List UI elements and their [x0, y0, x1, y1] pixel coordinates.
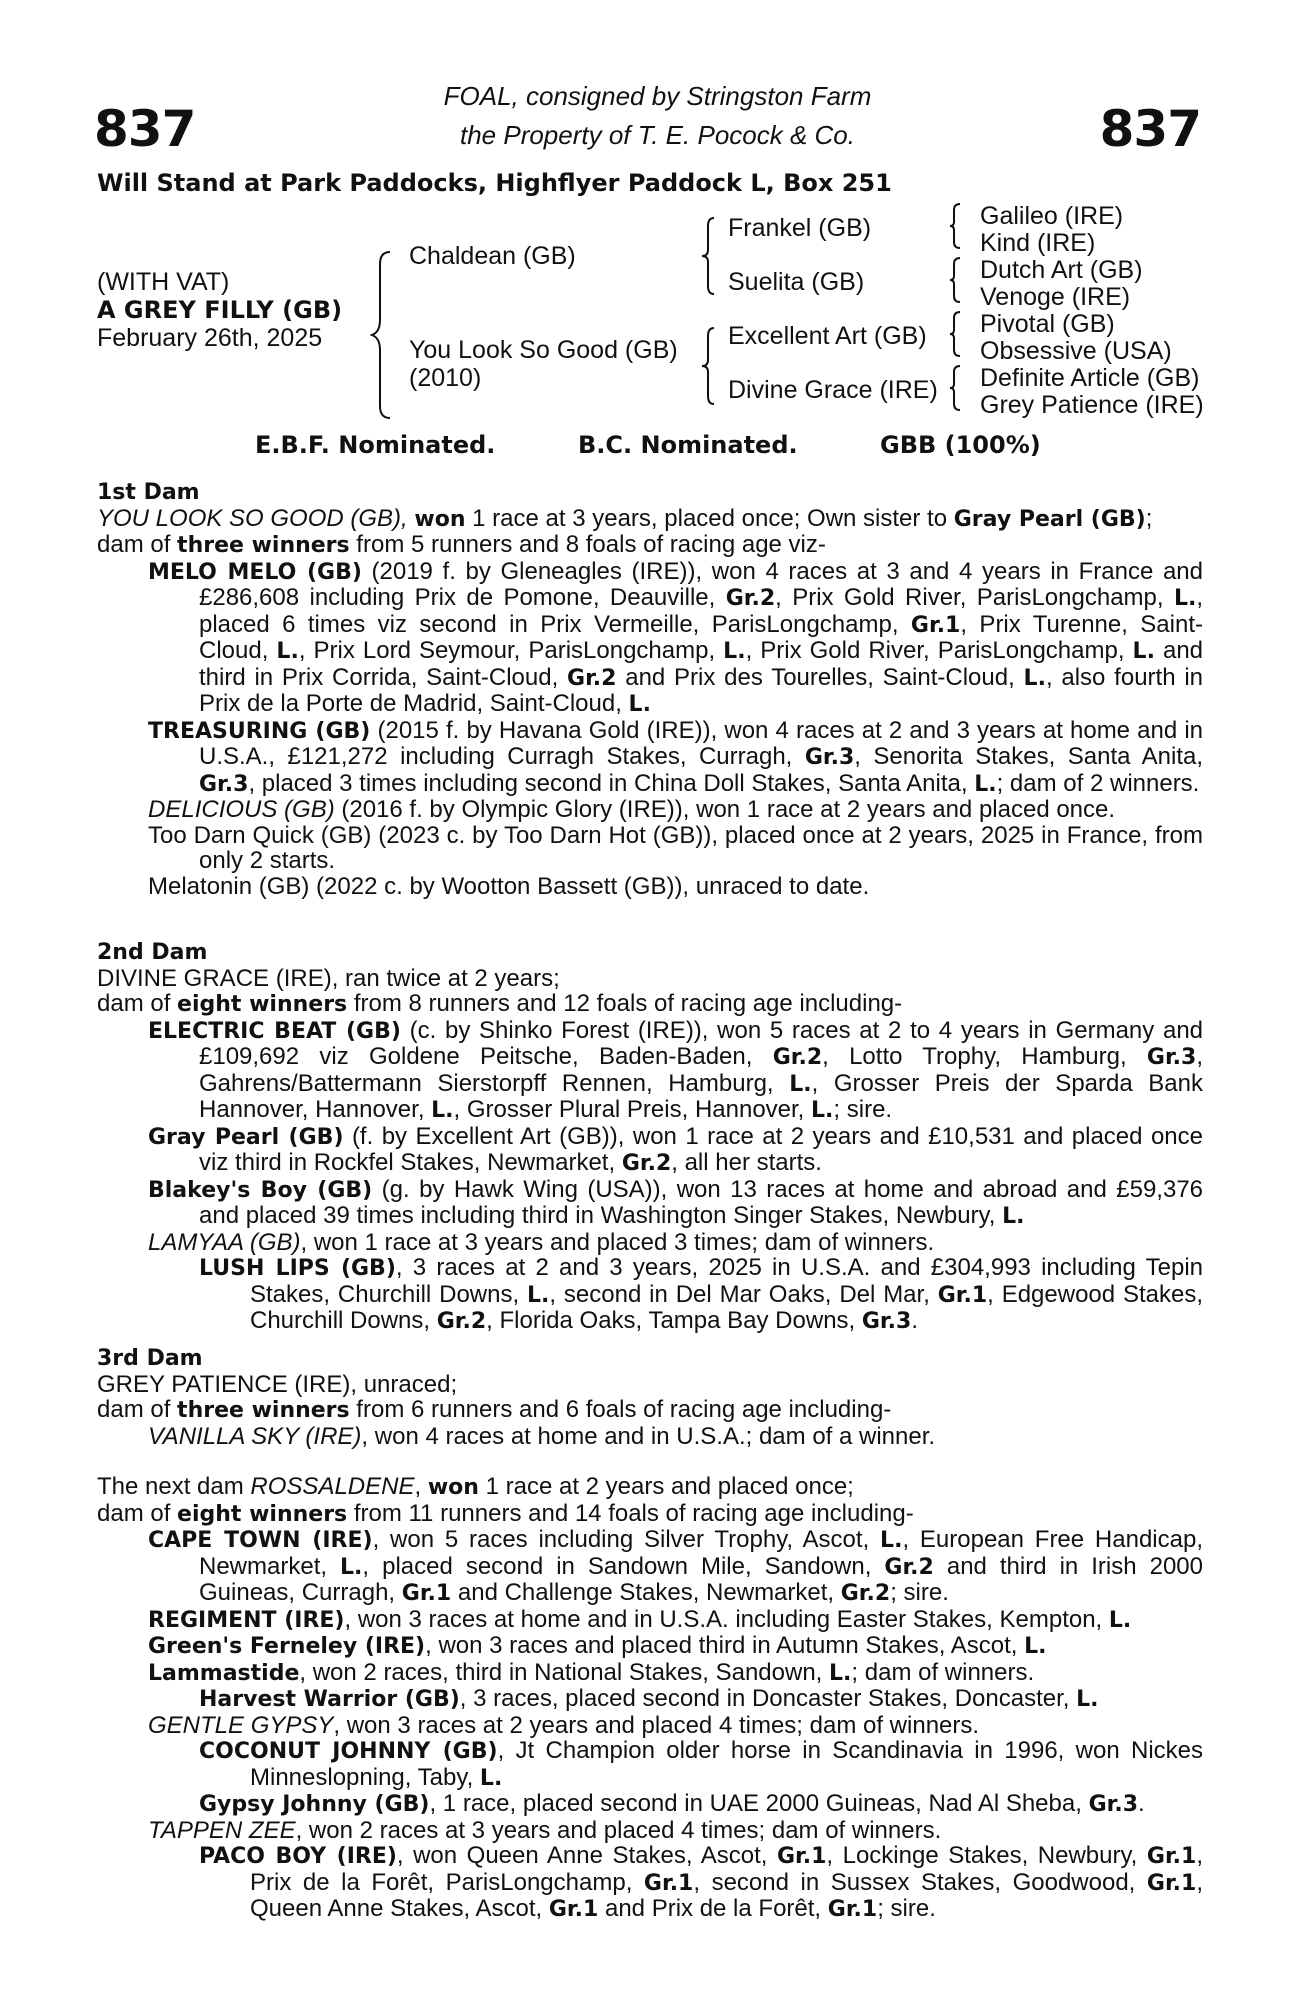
- produce-tappen-zee: TAPPEN ZEE, won 2 races at 3 years and placed 4 times; dam of winners.: [148, 1816, 942, 1844]
- produce-blakeys-boy: Blakey's Boy (GB) (g. by Hawk Wing (USA)), won 13 races at home and abroad and £59,376 and placed 39 times including third in Washington Singer Stakes, Newbury, L.: [148, 1175, 1204, 1229]
- produce-greens-ferneley: Green's Ferneley (IRE), won 3 races and placed third in Autumn Stakes, Ascot, L.: [148, 1632, 1047, 1659]
- stand-location: Will Stand at Park Paddocks, Highflyer Paddock L, Box 251: [97, 169, 892, 197]
- second-dam-heading: 2nd Dam: [97, 940, 208, 965]
- pedigree-brace-g3: [948, 310, 964, 358]
- pedigree-brace-dam: [700, 326, 720, 406]
- g8-name: Grey Patience (IRE): [980, 391, 1204, 419]
- third-dam-heading: 3rd Dam: [97, 1346, 203, 1371]
- lot-number-right: 837: [1099, 100, 1201, 158]
- third-dam-record: dam of three winners from 6 runners and 6 foals of racing age including-: [97, 1396, 892, 1423]
- next-dam-intro: The next dam ROSSALDENE, won 1 race at 2 years and placed once;: [97, 1473, 854, 1500]
- pedigree-brace-g1: [948, 202, 964, 250]
- bc-nominated: B.C. Nominated.: [578, 431, 798, 459]
- third-dam-intro: GREY PATIENCE (IRE), unraced;: [97, 1370, 458, 1398]
- sire-name: Chaldean (GB): [409, 242, 576, 270]
- produce-vanilla-sky: VANILLA SKY (IRE), won 4 races at home and in U.S.A.; dam of a winner.: [148, 1422, 936, 1450]
- second-dam-record: dam of eight winners from 8 runners and 12 foals of racing age including-: [97, 990, 903, 1017]
- pedigree-brace-main: [370, 250, 400, 420]
- dam-dam-name: Divine Grace (IRE): [728, 376, 938, 404]
- first-dam-section: [97, 480, 1203, 899]
- pedigree-brace-sire: [700, 216, 720, 296]
- sire-sire-name: Frankel (GB): [728, 214, 872, 242]
- gbb-percentage: GBB (100%): [880, 431, 1041, 459]
- sire-dam-name: Suelita (GB): [728, 268, 865, 296]
- horse-dob: February 26th, 2025: [97, 324, 323, 352]
- produce-lush-lips: LUSH LIPS (GB), 3 races at 2 and 3 years, 2025 in U.S.A. and £304,993 including Tepin Stakes, Churchill Downs, L., second in Del Mar Oaks, Del Mar, Gr.1, Edgewood Stakes, Churchill Downs, Gr.2, Florida Oaks, Tampa Bay Downs, Gr.3.: [199, 1254, 1204, 1334]
- vat-label: (WITH VAT): [97, 268, 230, 296]
- g4-name: Venoge (IRE): [980, 283, 1131, 311]
- horse-name: A GREY FILLY (GB): [97, 296, 343, 324]
- produce-gentle-gypsy: GENTLE GYPSY, won 3 races at 2 years and placed 4 times; dam of winners.: [148, 1711, 980, 1739]
- g2-name: Kind (IRE): [980, 229, 1096, 257]
- third-dam-section: [97, 1346, 1203, 1449]
- g6-name: Obsessive (USA): [980, 337, 1172, 365]
- produce-melatonin: Melatonin (GB) (2022 c. by Wootton Bassett (GB)), unraced to date.: [148, 872, 870, 900]
- produce-delicious: DELICIOUS (GB) (2016 f. by Olympic Glory (IRE)), won 1 race at 2 years and placed once.: [148, 796, 1116, 823]
- first-dam-heading: 1st Dam: [97, 480, 200, 505]
- produce-cape-town: CAPE TOWN (IRE), won 5 races including Silver Trophy, Ascot, L., European Free Handicap, Newmarket, L., placed second in Sandown Mile, Sandown, Gr.2 and third in Irish 2000 Guineas, Curragh, Gr.1 and Challenge Stakes, Newmarket, Gr.2; sire.: [148, 1526, 1203, 1606]
- produce-gypsy-johnny: Gypsy Johnny (GB), 1 race, placed second in UAE 2000 Guineas, Nad Al Sheba, Gr.3.: [199, 1790, 1145, 1817]
- first-dam-record: dam of three winners from 5 runners and 8 foals of racing age viz-: [97, 531, 826, 558]
- produce-paco-boy: PACO BOY (IRE), won Queen Anne Stakes, Ascot, Gr.1, Lockinge Stakes, Newbury, Gr.1, Prix de la Forêt, ParisLongchamp, Gr.1, second in Sussex Stakes, Goodwood, Gr.1, Queen Anne Stakes, Ascot, Gr.1 and Prix de la Forêt, Gr.1; sire.: [199, 1842, 1203, 1922]
- g7-name: Definite Article (GB): [980, 364, 1200, 392]
- second-dam-section: [97, 940, 1203, 1335]
- pedigree-brace-g4: [948, 364, 964, 412]
- produce-too-darn-quick: Too Darn Quick (GB) (2023 c. by Too Darn Hot (GB)), placed once at 2 years, 2025 in France, from only 2 starts.: [148, 821, 1203, 874]
- g3-name: Dutch Art (GB): [980, 256, 1143, 284]
- first-dam-intro: YOU LOOK SO GOOD (GB), won 1 race at 3 years, placed once; Own sister to Gray Pearl (GB);: [97, 504, 1153, 532]
- next-dam-section: [97, 1474, 1203, 1923]
- g5-name: Pivotal (GB): [980, 310, 1115, 338]
- pedigree-brace-g2: [948, 256, 964, 304]
- produce-melo-melo: MELO MELO (GB) (2019 f. by Gleneagles (IRE)), won 4 races at 3 and 4 years in France and £286,608 including Prix de Pomone, Deauville, Gr.2, Prix Gold River, ParisLongchamp, L., placed 6 times viz second in Prix Vermeille, ParisLongchamp, Gr.1, Prix Turenne, Saint-Cloud, L., Prix Lord Seymour, ParisLongchamp, L., Prix Gold River, ParisLongchamp, L. and third in Prix Corrida, Saint-Cloud, Gr.2 and Prix des Tourelles, Saint-Cloud, L., also fourth in Prix de la Porte de Madrid, Saint-Cloud, L.: [148, 557, 1204, 717]
- produce-harvest-warrior: Harvest Warrior (GB), 3 races, placed second in Doncaster Stakes, Doncaster, L.: [199, 1685, 1099, 1712]
- consignor-line: FOAL, consigned by Stringston Farm: [443, 81, 872, 111]
- dam-sire-name: Excellent Art (GB): [728, 322, 927, 350]
- ebf-nominated: E.B.F. Nominated.: [255, 431, 496, 459]
- produce-gray-pearl: Gray Pearl (GB) (f. by Excellent Art (GB)), won 1 race at 2 years and £10,531 and placed once viz third in Rockfel Stakes, Newmarket, Gr.2, all her starts.: [148, 1122, 1203, 1176]
- produce-lammastide: Lammastide, won 2 races, third in National Stakes, Sandown, L.; dam of winners.: [148, 1658, 1035, 1686]
- produce-regiment: REGIMENT (IRE), won 3 races at home and in U.S.A. including Easter Stakes, Kempton, L.: [148, 1605, 1132, 1633]
- g1-name: Galileo (IRE): [980, 202, 1124, 230]
- produce-treasuring: TREASURING (GB) (2015 f. by Havana Gold (IRE)), won 4 races at 2 and 3 years at home and in U.S.A., £121,272 including Curragh Stakes, Curragh, Gr.3, Senorita Stakes, Santa Anita, Gr.3, placed 3 times including second in China Doll Stakes, Santa Anita, L.; dam of 2 winners.: [148, 716, 1203, 797]
- produce-coconut-johnny: COCONUT JOHNNY (GB), Jt Champion older horse in Scandinavia in 1996, won Nickes Minneslopning, Taby, L.: [199, 1737, 1203, 1791]
- second-dam-intro: DIVINE GRACE (IRE), ran twice at 2 years;: [97, 964, 560, 992]
- next-dam-record: dam of eight winners from 11 runners and 14 foals of racing age including-: [97, 1499, 914, 1527]
- produce-electric-beat: ELECTRIC BEAT (GB) (c. by Shinko Forest (IRE)), won 5 races at 2 to 4 years in Germany and £109,692 viz Goldene Peitsche, Baden-Baden, Gr.2, Lotto Trophy, Hamburg, Gr.3, Gahrens/Battermann Sierstorpff Rennen, Hamburg, L., Grosser Preis der Sparda Bank Hannover, Hannover, L., Grosser Plural Preis, Hannover, L.; sire.: [148, 1016, 1204, 1123]
- produce-lamyaa: LAMYAA (GB), won 1 race at 3 years and placed 3 times; dam of winners.: [148, 1228, 935, 1256]
- lot-number-left: 837: [94, 100, 196, 158]
- dam-name: You Look So Good (GB): [409, 336, 678, 364]
- property-line: the Property of T. E. Pocock & Co.: [459, 120, 855, 150]
- dam-year: (2010): [409, 364, 482, 392]
